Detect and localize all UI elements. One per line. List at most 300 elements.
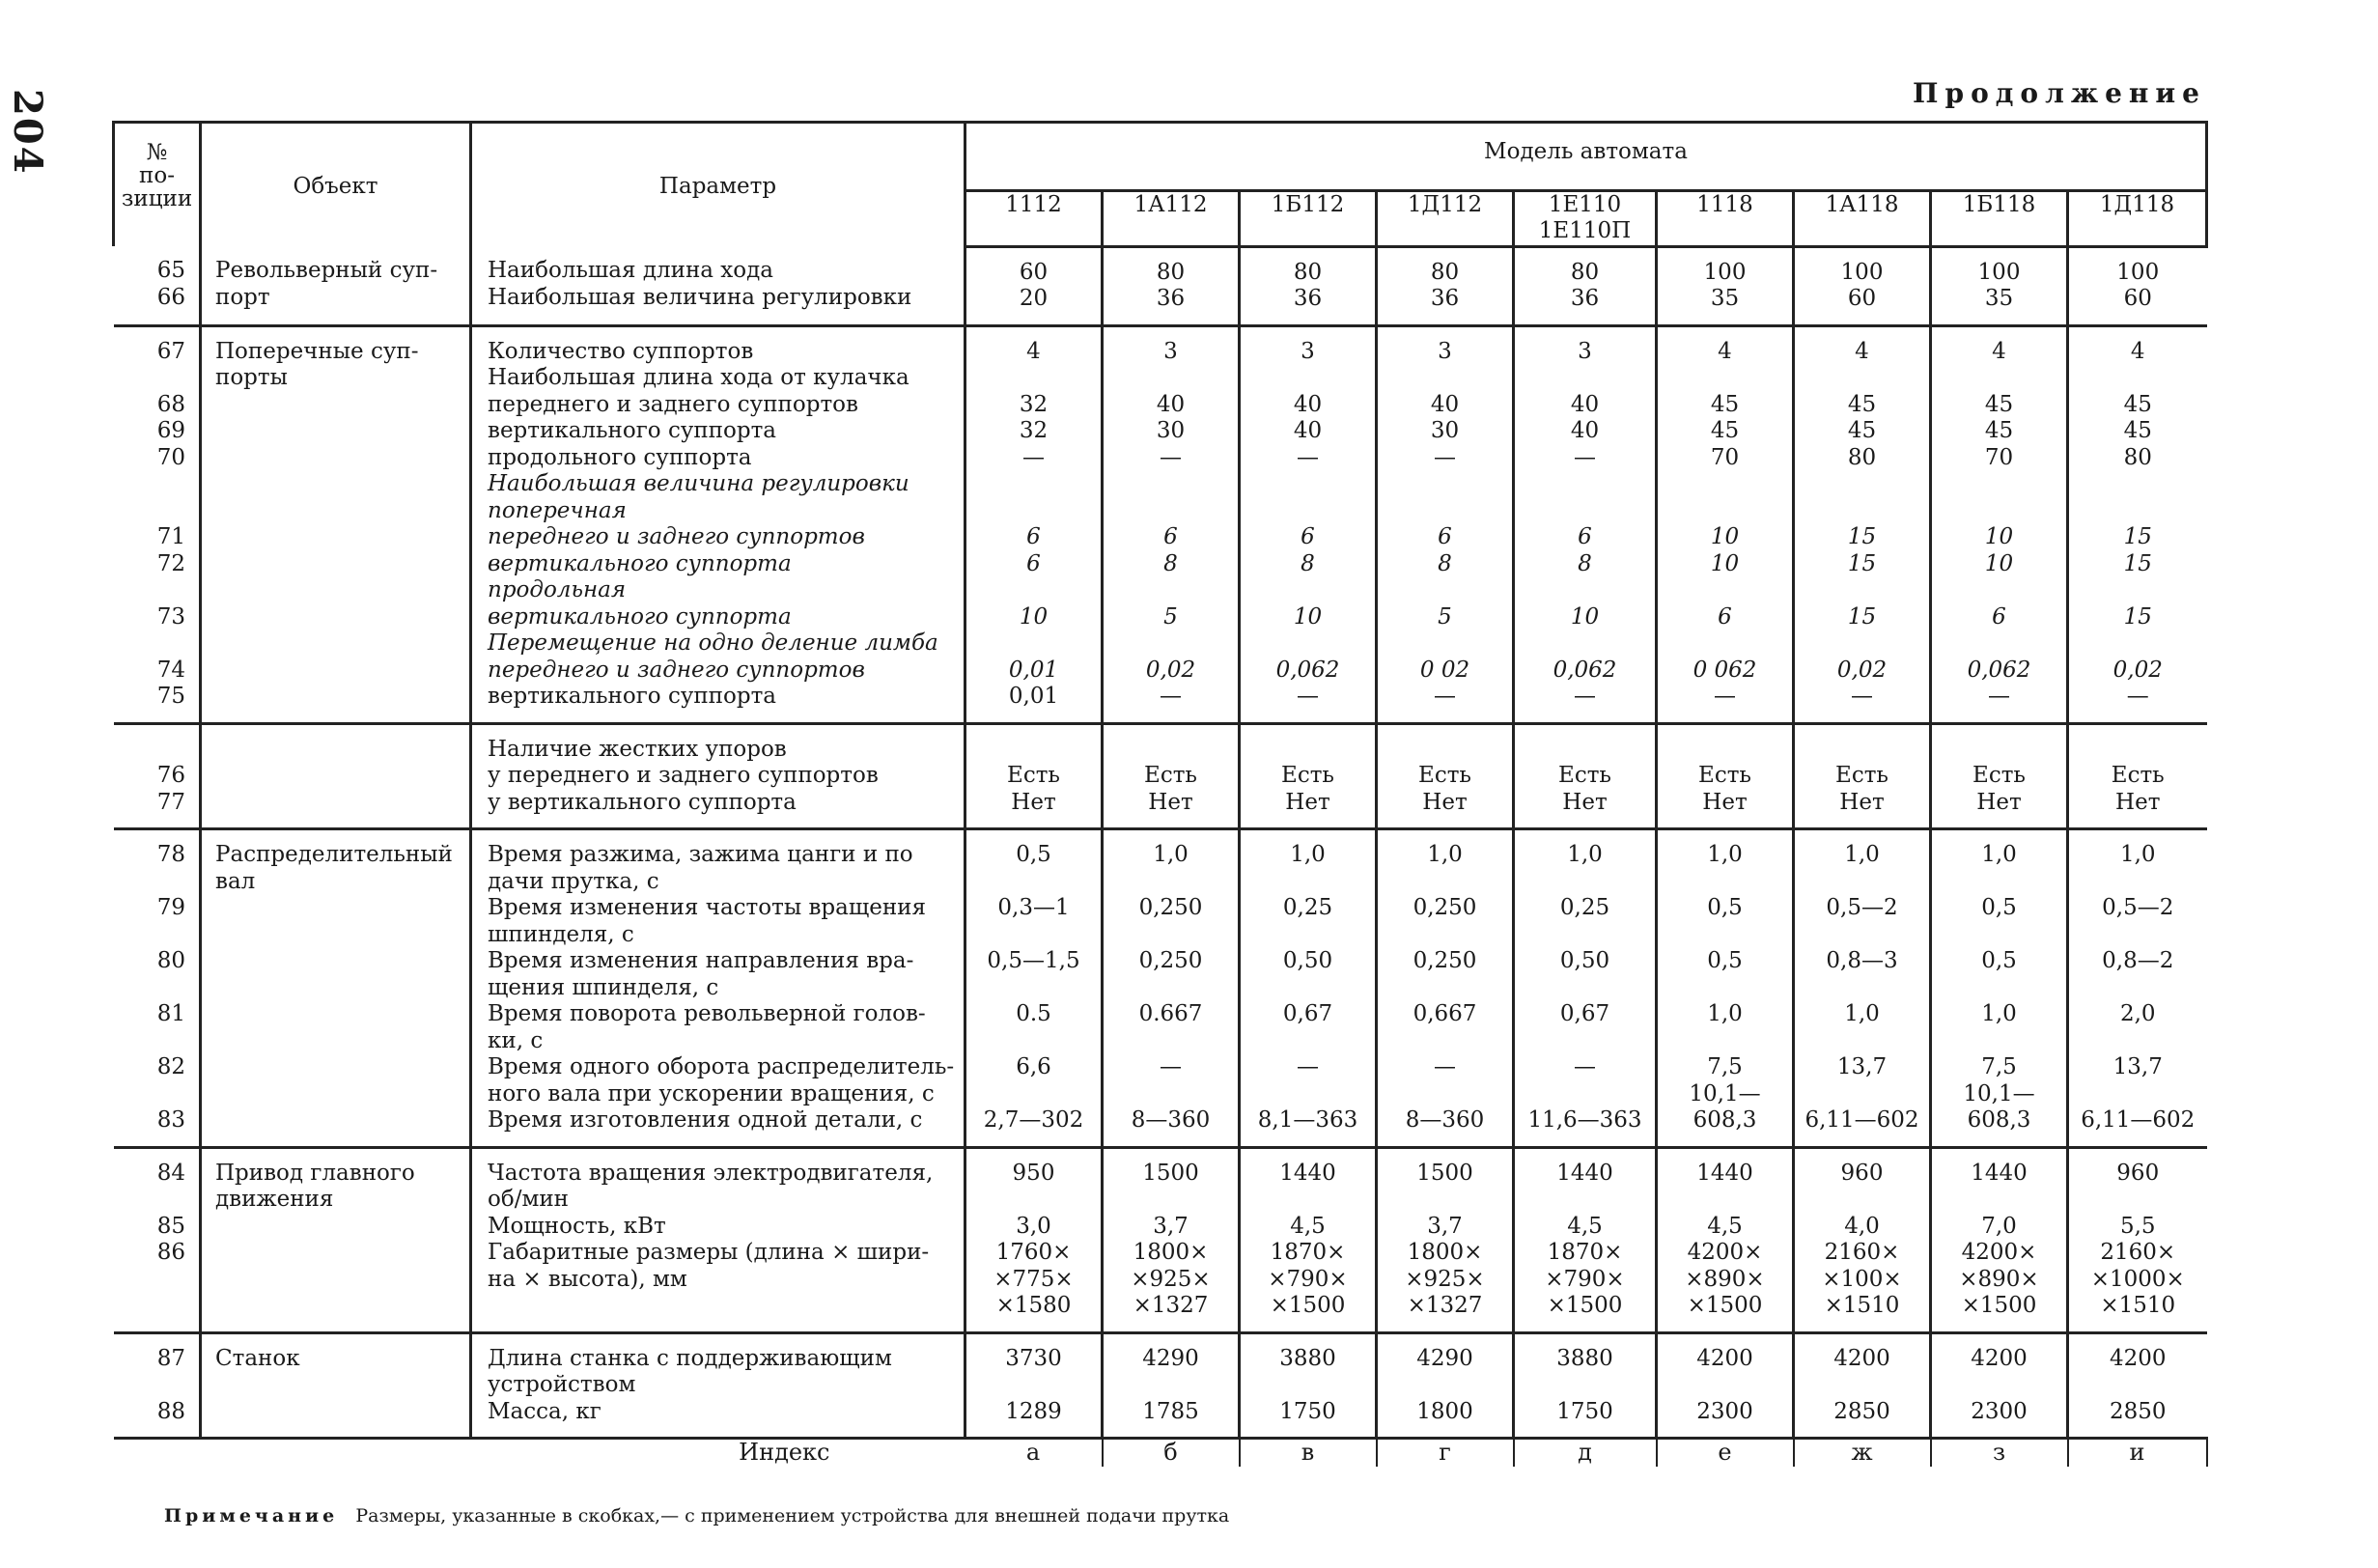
value: 40 [1570,418,1600,443]
value [1241,471,1375,498]
value: 1,0 [1290,842,1326,867]
position-number: 81 [156,1001,185,1026]
value: 6 [1301,524,1315,549]
value [1932,975,2066,1002]
position-number [114,498,186,525]
value: 1,0 [1153,842,1189,867]
parameter-line: Наибольшая величина регулировки [488,284,912,310]
position-numbers [114,723,201,829]
value [2069,737,2207,764]
value: 2160× [2100,1240,2176,1265]
value: 3880 [1556,1345,1613,1371]
value: 4,0 [1844,1213,1880,1239]
value: 15 [1847,603,1877,630]
value: 0,25 [1282,895,1333,920]
value: 4290 [1142,1345,1199,1371]
value: 0,02 [2112,657,2163,683]
value: 15 [2123,524,2152,549]
value: ×1580 [995,1293,1072,1318]
position-number [114,922,186,949]
object-cell [201,325,471,723]
value: 6,6 [1016,1054,1051,1079]
value: 0,667 [1413,1001,1477,1026]
value [1795,577,1929,604]
parameter-cell [471,1147,965,1332]
index-letter: в [1240,1439,1377,1467]
value: 80 [1570,259,1600,285]
object-label: Поперечные суп- [215,338,419,364]
value [1104,1372,1238,1399]
value: 0,250 [1413,895,1477,920]
value: 0,8—3 [1826,948,1898,973]
value: 1,0 [1981,842,2017,867]
value: 60 [2123,286,2152,311]
parameter-cell [471,325,965,723]
value: — [1297,444,1319,470]
value [1378,975,1512,1002]
parameter-line: Длина станка с поддерживающим [488,1345,892,1371]
parameter-line: Время одного оборота распределитель- [488,1054,955,1079]
parameter-line: на × высота), мм [488,1266,687,1292]
value: 1440 [1971,1160,2028,1186]
value-cell [1103,1332,1240,1439]
value [1241,1187,1375,1214]
value: 35 [1710,286,1740,311]
value: 2,7—302 [983,1107,1084,1133]
parameter-line: переднего и заднего суппортов [488,391,858,417]
value [1932,737,2066,764]
position-number [114,577,186,604]
position-number: 65 [156,258,185,283]
model-header: 1Б112 [1240,190,1377,246]
index-row [114,1439,2207,1467]
position-number: 76 [156,763,185,788]
value: 2300 [1696,1398,1753,1424]
table-group [114,246,2207,325]
value [966,1372,1101,1399]
model-header: 1Д112 [1377,190,1514,246]
value: ×775× [993,1266,1074,1292]
value: 0,062 [1553,657,1617,683]
index-letter: ж [1794,1439,1931,1467]
index-letter: з [1931,1439,2068,1467]
model-header: 1118 [1657,190,1794,246]
value: 6 [1718,603,1732,630]
value: 608,3 [1693,1107,1757,1133]
value: Есть [2111,763,2165,788]
position-number: 85 [156,1213,185,1239]
value: 36 [1570,286,1600,311]
value: Нет [1285,789,1330,815]
position-number [114,737,186,764]
value-cell [1931,1147,2068,1332]
value: 0,5—2 [1826,895,1898,920]
value: 4 [1718,338,1732,364]
value: 0,25 [1559,895,1610,920]
parameter-line: Перемещение на одно деление лимба [488,630,938,656]
value: — [1434,1054,1456,1079]
value [1932,922,2066,949]
value: 0,50 [1282,948,1333,973]
value-cell [1240,723,1377,829]
value: ×1500 [1961,1293,2037,1318]
value-cell [2068,829,2207,1148]
value-cell [1514,1147,1657,1332]
value [2069,498,2207,525]
value [966,577,1101,604]
value: — [1574,684,1596,709]
value-cell [1377,1147,1514,1332]
value: 1760× [995,1240,1072,1265]
value [1241,577,1375,604]
parameter-line: вертикального суппорта [488,418,777,443]
value: 3 [1163,338,1178,364]
value: ×925× [1131,1266,1211,1292]
table-group [114,325,2207,723]
value: 13,7 [1836,1054,1888,1079]
value-cell [965,723,1103,829]
value: Нет [1422,789,1468,815]
value: 0,50 [1559,948,1610,973]
position-number: 79 [156,895,185,920]
value [1515,630,1655,658]
value [1932,365,2066,392]
value [1932,1187,2066,1214]
value: 45 [1984,418,2014,443]
value [2069,1028,2207,1055]
value [1658,365,1792,392]
value: 40 [1430,391,1460,417]
value [1378,1187,1512,1214]
value: 70 [1710,444,1740,470]
value-cell [1240,246,1377,325]
value [1658,630,1792,658]
value: 35 [1984,286,2014,311]
value: 100 [1977,259,2021,285]
value [1241,922,1375,949]
object-label: Распределительный [215,842,453,867]
value [1104,577,1238,604]
value: 4 [1026,338,1041,364]
value: 0,5—2 [2102,895,2174,920]
value: 15 [1847,550,1877,576]
parameter-cell [471,246,965,325]
value: 0,062 [1275,657,1340,683]
model-header: 1Д118 [2068,190,2207,246]
value [1795,737,1929,764]
position-number [114,1187,186,1214]
value [1241,869,1375,896]
value [2069,365,2207,392]
value [1515,471,1655,498]
value: 4 [1992,338,2006,364]
value: Нет [1702,789,1748,815]
value: 1800× [1133,1240,1209,1265]
value-cell [2068,723,2207,829]
footnote-text: Размеры, указанные в скобках,— с применением устройства для внешней подачи прутка [355,1505,1230,1526]
value-cell [1514,246,1657,325]
value: 8 [1438,550,1452,576]
value-cell [965,246,1103,325]
value [1515,975,1655,1002]
parameter-line: Время изменения частоты вращения [488,895,927,920]
value-cell [1794,1147,1931,1332]
value: 36 [1293,286,1323,311]
parameter-line: шпинделя, с [488,921,634,947]
value: — [2126,684,2149,709]
value-cell [1794,829,1931,1148]
value: — [1297,1054,1319,1079]
position-number: 72 [156,550,185,576]
value: 10,1— [1689,1080,1761,1106]
index-letter: и [2068,1439,2207,1467]
value [1104,1187,1238,1214]
value [2069,975,2207,1002]
value: 4200× [1687,1240,1763,1265]
value [1795,498,1929,525]
position-number: 86 [156,1240,185,1265]
value: Есть [1558,763,1611,788]
table-group [114,723,2207,829]
value [1378,365,1512,392]
parameter-cell [471,829,965,1148]
value: 45 [1710,418,1740,443]
position-number: 77 [156,789,185,815]
position-number [114,365,186,392]
position-number [114,1028,186,1055]
value: 3 [1301,338,1315,364]
value: 4200 [1971,1345,2028,1371]
value [1378,498,1512,525]
value: 45 [1847,391,1877,417]
value [2069,922,2207,949]
value [1104,1028,1238,1055]
value [1104,365,1238,392]
value: 10 [1293,603,1323,630]
value [966,737,1101,764]
value [1378,1081,1512,1108]
value [1241,975,1375,1002]
parameter-line: об/мин [488,1187,569,1212]
value: 0,02 [1145,657,1196,683]
value-cell [1103,723,1240,829]
value: 40 [1293,418,1323,443]
value [1515,737,1655,764]
value: 45 [2123,418,2152,443]
value [1241,1028,1375,1055]
object-label: порт [215,284,270,310]
value: 1,0 [1844,1001,1880,1026]
value: 1,0 [1427,842,1463,867]
value [1658,922,1792,949]
value: 15 [2123,550,2152,576]
position-number [114,1267,186,1294]
value [1515,577,1655,604]
value: 8 [1163,550,1178,576]
value: 0,250 [1413,948,1477,973]
value-cell [1103,829,1240,1148]
index-letter: а [965,1439,1103,1467]
value: Нет [2115,789,2161,815]
object-label: Станок [215,1345,300,1371]
value [1515,1187,1655,1214]
value: 0,5 [1016,842,1051,867]
value: 4 [1855,338,1869,364]
value [1515,498,1655,525]
value: 80 [2123,444,2152,470]
value: ×100× [1822,1266,1902,1292]
value [1658,1028,1792,1055]
value [1241,737,1375,764]
value-cell [965,325,1103,723]
value: 7,0 [1981,1213,2017,1239]
value-cell [1657,325,1794,723]
value [2069,1372,2207,1399]
value: 0,062 [1967,657,2031,683]
value-cell [1931,246,2068,325]
value: 100 [1840,259,1884,285]
value [966,471,1101,498]
value-cell [1514,1332,1657,1439]
model-header: 1Б118 [1931,190,2068,246]
value: 100 [1703,259,1747,285]
value: 1800× [1407,1240,1483,1265]
value: 8,1—363 [1257,1107,1358,1133]
col-parameter-header: Параметр [471,123,965,247]
position-number [114,1372,186,1399]
value [1795,975,1929,1002]
value [1378,737,1512,764]
value [2069,471,2207,498]
value: ×1500 [1270,1293,1346,1318]
value: 5,5 [2119,1213,2156,1239]
value-cell [2068,325,2207,723]
value: 10 [1710,550,1740,576]
value: 20 [1019,286,1049,311]
position-number: 87 [156,1345,185,1371]
value: 40 [1570,391,1600,417]
value: ×790× [1268,1266,1348,1292]
parameter-line: Время разжима, зажима цанги и по [488,842,913,867]
value-cell [1377,723,1514,829]
value: 40 [1293,391,1323,417]
value: 1289 [1005,1398,1062,1424]
value [1378,630,1512,658]
value: 1440 [1279,1160,1336,1186]
model-header: 1А118 [1794,190,1931,246]
value [2069,1081,2207,1108]
table-row [114,1147,2207,1332]
value: 0,5 [1981,895,2017,920]
value [2069,1187,2207,1214]
col-object-header: Объект [201,123,471,247]
object-cell [201,1332,471,1439]
value: — [1160,444,1182,470]
position-number [114,1293,186,1320]
value: 6 [1026,524,1041,549]
value: — [1714,684,1736,709]
value: Нет [1976,789,2022,815]
value-cell [1240,325,1377,723]
value: Есть [1281,763,1334,788]
parameter-line: Время изготовления одной детали, с [488,1107,923,1133]
parameter-line: Наибольшая длина хода [488,258,773,283]
value: 2160× [1824,1240,1900,1265]
footnote [164,1505,1229,1526]
value-cell [1377,1332,1514,1439]
position-number: 69 [156,418,185,443]
value-cell [1514,325,1657,723]
object-label: порты [215,365,288,390]
value [1658,471,1792,498]
value [1515,869,1655,896]
position-number [114,1081,186,1108]
value: 10 [1570,603,1600,630]
value: 7,5 [1981,1054,2017,1079]
value-cell [1657,829,1794,1148]
value [966,922,1101,949]
value: 15 [1847,524,1877,549]
value: 4200× [1961,1240,2037,1265]
object-cell [201,246,471,325]
value [1795,471,1929,498]
value [966,1081,1101,1108]
object-cell [201,1147,471,1332]
value: 1440 [1556,1160,1613,1186]
value: 1870× [1547,1240,1623,1265]
value [1104,498,1238,525]
value: 6,11—602 [2081,1107,2196,1133]
position-number: 78 [156,842,185,867]
value: ×1327 [1407,1293,1483,1318]
value: 2300 [1971,1398,2028,1424]
value: 1500 [1416,1160,1473,1186]
value: — [1297,684,1319,709]
value: 4200 [1696,1345,1753,1371]
value: 5 [1438,603,1452,630]
value [1795,630,1929,658]
model-header: 1112 [965,190,1103,246]
value: 5 [1163,603,1178,630]
value: 36 [1430,286,1460,311]
value: — [1160,684,1182,709]
value [1104,737,1238,764]
value: ×1500 [1687,1293,1763,1318]
object-cell [201,829,471,1148]
parameter-line: переднего и заднего суппортов [488,657,865,683]
value: — [1434,684,1456,709]
index-label: Индекс [739,1439,830,1466]
value: 8—360 [1405,1107,1485,1133]
value [1932,471,2066,498]
value: 36 [1156,286,1186,311]
value: 1,0 [2119,842,2156,867]
value-cell [965,1332,1103,1439]
position-numbers [114,1147,201,1332]
parameter-cell [471,723,965,829]
value: 1,0 [1567,842,1603,867]
value [1658,577,1792,604]
value: Нет [1011,789,1056,815]
value: 45 [1710,391,1740,417]
page-number: 204 [5,89,50,176]
value-cell [1931,325,2068,723]
value [1104,869,1238,896]
parameter-line: Время изменения направления вра- [488,948,914,973]
value: 30 [1156,418,1186,443]
parameter-line: Масса, кг [488,1398,601,1424]
value: ×890× [1959,1266,2039,1292]
